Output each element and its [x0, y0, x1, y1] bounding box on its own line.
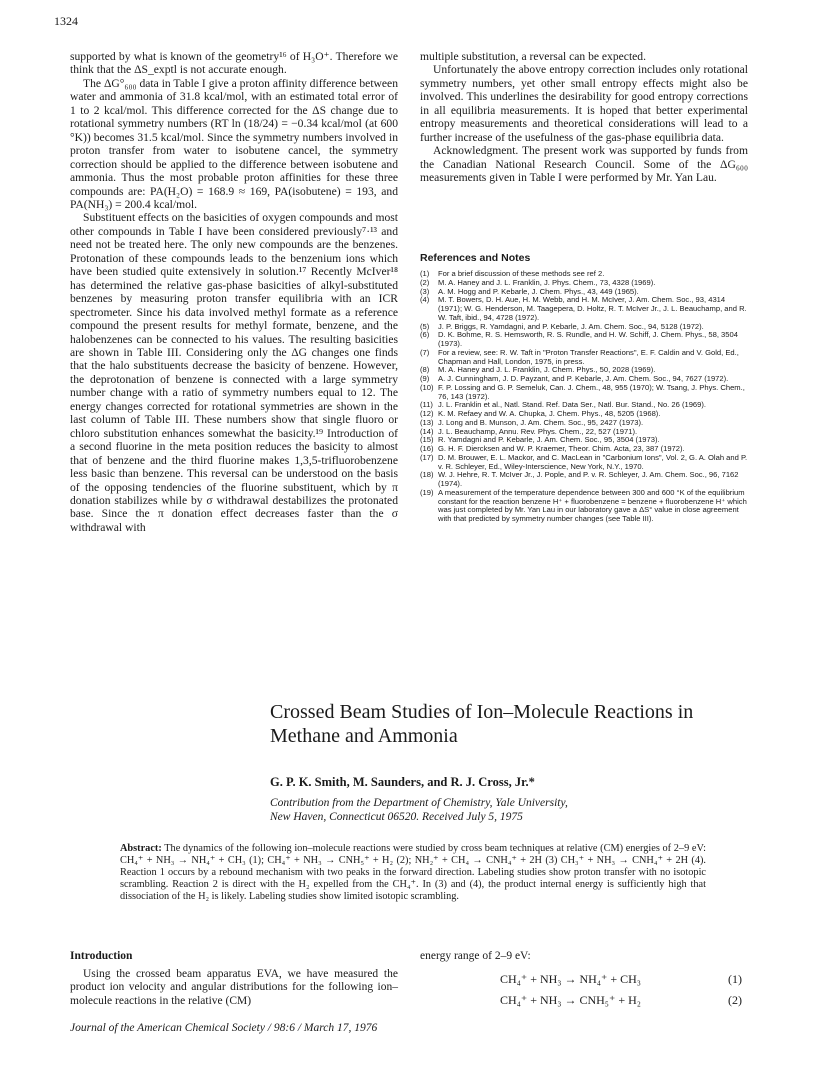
reference-item	[420, 489, 750, 524]
reference-number: (4)	[420, 295, 430, 305]
reference-text: D. M. Brouwer, E. L. Mackor, and C. MacLean in "Carbonium Ions", Vol. 2, G. A. Olah and P. v. R. Schleyer, Ed., Wiley-Interscience, New York, N.Y., 1970.	[438, 452, 748, 471]
reference-text: F. P. Lossing and G. P. Semeluk, Can. J. Chem., 48, 955 (1970); W. Tsang, J. Phys. Chem., 76, 143 (1972).	[438, 382, 745, 401]
left-column	[70, 50, 398, 534]
reference-text: J. L. Franklin et al., Natl. Stand. Ref. Data Ser., Natl. Bur. Stand., No. 26 (1969).	[438, 400, 707, 410]
title-line: Crossed Beam Studies of Ion–Molecule Reactions in	[270, 701, 694, 723]
paragraph: The ΔG°₆₀₀ data in Table I give a proton affinity difference between water and ammonia of 31.8 kcal/mol, with an estimated total error of 1 to 2 kcal/mol. This difference corrected for the ΔS change due to rotational symmetry numbers (RT ln (18/24) = −0.34 kcal/mol (at 600 °K)) becomes 31.5 kcal/mol. Since the symmetry numbers involved in proton transfer from water to isobutene cancel, the symmetry correction should be applied to the difference between isobutene and ammonia. Thus the most probable proton affinities for these three compounds are: PA(H₂O) = 168.9 ≈ 169, PA(isobutene) = 193, and PA(NH₃) = 200.4 kcal/mol.	[70, 76, 398, 211]
affiliation	[270, 796, 568, 824]
paragraph: multiple substitution, a reversal can be expected.	[420, 50, 647, 63]
reference-number: (17)	[420, 452, 434, 462]
journal-footer: Journal of the American Chemical Society / 98:6 / March 17, 1976	[70, 1022, 378, 1034]
reference-item	[420, 454, 750, 472]
abstract-label: Abstract:	[120, 843, 162, 854]
reference-number: (11)	[420, 400, 433, 410]
reference-text: G. H. F. Diercksen and W. P. Kraemer, Theor. Chim. Acta, 23, 387 (1972).	[438, 444, 685, 453]
reference-item	[420, 331, 750, 349]
reference-number: (19)	[420, 487, 434, 497]
reference-number: (6)	[420, 330, 430, 340]
reference-item	[420, 384, 750, 402]
paragraph: Substituent effects on the basicities of oxygen compounds and most other compounds in Table I have been considered previously⁷·¹³ and need not be treated here. The only new compounds are the benzenes. Protonation of these compounds leads to the benzenium ions which have been studied quite extensively in solution.¹⁷ Recently McIver¹⁸ has determined the relative gas-phase basicities of alkyl-substituted benzenes by measuring proton transfer equilibria with an ICR spectrometer. Since his data involved methyl formate as a reference compound the present results for methyl formate, benzene, and the halobenzenes can be connected to his values. The resulting basicities are shown in Table III. Considering only the ΔG changes one finds that the halo substituents decrease the basicity of benzene. However, the deprotonation of benzene is connected with a large symmetry number change with a ratio of symmetry numbers equal to 12. The energy changes corrected for rotational symmetries are shown in the last column of Table III. These numbers show that single fluoro or chloro substitution enhances somewhat the basicity.¹⁹ Introduction of a second fluorine in the meta position reduces the basicity to almost that of benzene and the third fluorine makes 1,3,5-trifluorobenzene less basic than benzene. This reversal can be understood on the basis of the opposing tendencies of the fluorine substituent, which by π donation stabilizes while by σ withdrawal destabilizes the protonated base. Since the π donation effect decreases faster than the σ withdrawal with	[70, 211, 398, 534]
reference-number: (5)	[420, 321, 430, 331]
right-column	[420, 50, 748, 185]
reference-text: For a review, see: R. W. Taft in "Proton Transfer Reactions", E. F. Caldin and V. Gold, Ed., Chapman and Hall, London, 1975, in press.	[438, 347, 739, 366]
reference-item	[420, 349, 750, 367]
abstract-text: The dynamics of the following ion–molecule reactions were studied by cross beam techniques at relative (CM) energies of 2–9 eV: CH₄⁺ + NH₃ → NH₄⁺ + CH₃ (1); CH₄⁺ + NH₃ → CNH₅⁺ + H₂ (2); NH₂⁺ + CH₄ → CNH₄⁺ + 2H (3) CH₃⁺ + NH₃ → CNH₄⁺ + 2H (4). Reaction 1 occurs by a rebound mechanism with two peaks in the forward direction. Labeling studies show proton transfer with no isotopic scrambling. Reaction 2 is direct with the H₂ expelled from the CH₄⁺. In (3) and (4), the product internal energy is sufficiently high that dissociation of the H₂ is likely. Labeling studies show limited isotopic scrambling.	[120, 843, 706, 902]
equation-1: CH₄⁺ + NH₃ → NH₄⁺ + CH₃	[500, 972, 641, 986]
reference-text: M. T. Bowers, D. H. Aue, H. M. Webb, and H. M. McIver, J. Am. Chem. Soc., 93, 4314 (1971); W. G. Henderson, M. Taagepera, D. Holtz, R. T. McIver Jr., J. L. Beauchamp, and R. W. Taft, ibid., 94, 4728 (1972).	[438, 295, 747, 322]
reference-text: D. K. Bohme, R. S. Hemsworth, R. S. Rundle, and H. W. Schiff, J. Chem. Phys., 58, 3504 (1973).	[438, 330, 738, 348]
page-number: 1324	[54, 14, 78, 28]
energy-range-text: energy range of 2–9 eV:	[420, 950, 531, 962]
reference-number: (16)	[420, 444, 434, 453]
reference-number: (7)	[420, 347, 430, 357]
article-title	[270, 700, 770, 748]
equation-2-number: (2)	[728, 993, 742, 1007]
reference-number: (1)	[420, 269, 430, 278]
reference-text: J. Long and B. Munson, J. Am. Chem. Soc., 95, 2427 (1973).	[438, 417, 644, 427]
paragraph: supported by what is known of the geometry¹⁶ of H₃O⁺. Therefore we think that the ΔS_exptl is not accurate enough.	[70, 50, 398, 77]
reference-number: (9)	[420, 374, 430, 383]
reference-text: W. J. Hehre, R. T. McIver Jr., J. Pople, and P. v. R. Schleyer, J. Am. Chem. Soc., 96, 7162 (1974).	[438, 470, 739, 488]
equation-1-number: (1)	[728, 972, 742, 986]
reference-item	[420, 471, 750, 489]
reference-number: (14)	[420, 426, 434, 436]
reference-number: (12)	[420, 409, 434, 418]
reference-text: M. A. Haney and J. L. Franklin, J. Phys. Chem., 73, 4328 (1969).	[438, 277, 656, 287]
reference-text: M. A. Haney and J. L. Franklin, J. Chem. Phys., 50, 2028 (1969).	[438, 365, 656, 375]
reference-number: (10)	[420, 382, 434, 392]
reference-item	[420, 296, 750, 322]
intro-paragraph: Using the crossed beam apparatus EVA, we have measured the product ion velocity and angular distributions for the following ion–molecule reactions in the relative (CM)	[70, 968, 398, 1007]
reference-text: A. M. Hogg and P. Kebarle, J. Chem. Phys., 43, 449 (1965).	[438, 286, 639, 296]
reference-text: For a brief discussion of these methods see ref 2.	[438, 269, 605, 278]
reference-number: (3)	[420, 286, 430, 296]
paragraph: Unfortunately the above entropy correction includes only rotational symmetry numbers, yet other small entropy effects might also be involved. This underlines the desirability for good entropy corrections in all equilibria measurements. It is hoped that better experimental entropy measurements and theoretical considerations will lead to a further increase of the usefulness of the gas-phase equilibria data.	[420, 63, 748, 144]
equation-2: CH₄⁺ + NH₃ → CNH₅⁺ + H₂	[500, 993, 641, 1007]
reference-text: K. M. Refaey and W. A. Chupka, J. Chem. Phys., 48, 5205 (1968).	[438, 409, 661, 418]
acknowledgment: Acknowledgment. The present work was supported by funds from the Canadian National Research Council. Some of the ΔG₆₀₀ measurements given in Table I were performed by Mr. Yan Lau.	[420, 144, 748, 185]
reference-text: R. Yamdagni and P. Kebarle, J. Am. Chem. Soc., 95, 3504 (1973).	[438, 435, 660, 445]
section-heading: Introduction	[70, 950, 133, 962]
affiliation-line: Contribution from the Department of Chemistry, Yale University,	[270, 797, 568, 809]
abstract	[120, 843, 706, 903]
reference-text: A. J. Cunningham, J. D. Payzant, and P. Kebarle, J. Am. Chem. Soc., 94, 7627 (1972).	[438, 374, 729, 383]
reference-number: (15)	[420, 435, 434, 445]
reference-number: (2)	[420, 277, 430, 287]
references-list	[420, 270, 750, 524]
affiliation-line: New Haven, Connecticut 06520. Received July 5, 1975	[270, 811, 523, 823]
reference-text: J. P. Briggs, R. Yamdagni, and P. Kebarle, J. Am. Chem. Soc., 94, 5128 (1972).	[438, 321, 704, 331]
reference-number: (13)	[420, 417, 434, 427]
authors: G. P. K. Smith, M. Saunders, and R. J. Cross, Jr.*	[270, 775, 535, 789]
title-line: Methane and Ammonia	[270, 725, 458, 747]
reference-number: (8)	[420, 365, 430, 375]
reference-text: A measurement of the temperature dependence between 300 and 600 °K of the equilibrium constant for the reaction benzene H⁺ + fluorobenzene = benzene + fluorobenzene H⁺ which was just completed by Mr. Yan Lau in our laboratory gave a ΔS° value in close agreement with that predicted by symmetry number changes (see Table III).	[438, 487, 747, 523]
references-heading: References and Notes	[420, 252, 531, 264]
reference-text: J. L. Beauchamp, Annu. Rev. Phys. Chem., 22, 527 (1971).	[438, 426, 638, 436]
reference-number: (18)	[420, 470, 434, 480]
